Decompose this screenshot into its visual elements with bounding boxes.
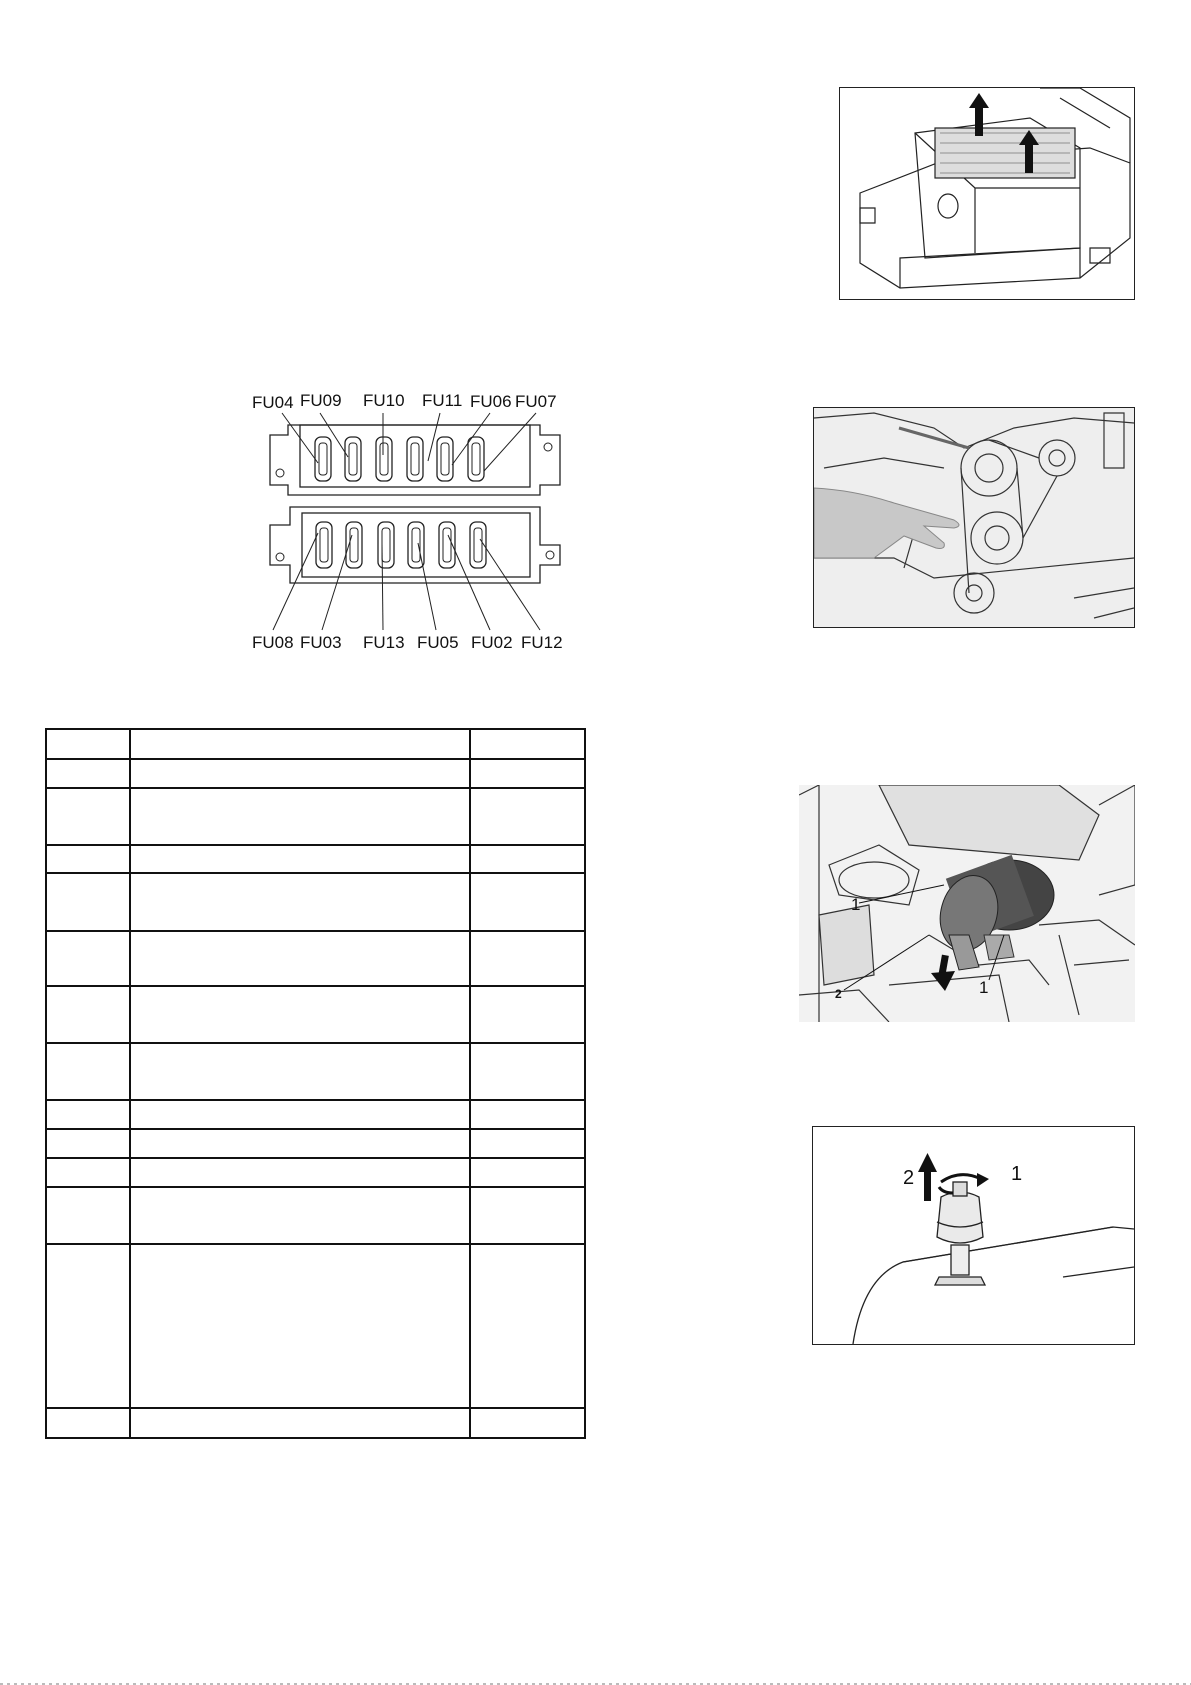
callout-2: 2	[903, 1167, 915, 1189]
table-cell	[470, 986, 585, 1043]
table-cell	[130, 986, 470, 1043]
fuse-label-top-1: FU04	[252, 393, 294, 412]
table-cell	[470, 1187, 585, 1244]
table-row	[46, 1158, 585, 1187]
fuse-label-bottom-1: FU08	[252, 633, 294, 652]
table-cell	[46, 1043, 130, 1100]
table-row	[46, 1408, 585, 1438]
panel-filters-illustration	[840, 88, 1134, 299]
fuse-slot-top-5	[437, 437, 453, 481]
callout-1a: 1	[851, 895, 861, 914]
figure-air-filter	[799, 785, 1135, 1022]
table-cell	[470, 1244, 585, 1408]
table-row	[46, 729, 585, 759]
fuse-label-top-6: FU07	[515, 392, 557, 411]
table-row	[46, 873, 585, 931]
table-cell	[470, 788, 585, 845]
table-cell	[46, 1187, 130, 1244]
fuse-slot-bottom-3	[378, 522, 394, 568]
table-cell	[46, 788, 130, 845]
table-cell	[46, 873, 130, 931]
table-cell	[130, 1408, 470, 1438]
callout-1b: 1	[979, 978, 989, 997]
table-row	[46, 1100, 585, 1129]
fuse-slot-top-4	[407, 437, 423, 481]
up-arrow-icon	[918, 1153, 937, 1201]
cap-removal-illustration	[813, 1127, 1134, 1344]
fuse-label-bottom-6: FU12	[521, 633, 563, 652]
table-cell	[130, 1100, 470, 1129]
fuse-slot-top-3	[376, 437, 392, 481]
table-cell	[130, 1158, 470, 1187]
table-cell	[130, 845, 470, 873]
table-cell	[46, 1408, 130, 1438]
table-row	[46, 1244, 585, 1408]
fuse-label-top-5: FU06	[470, 392, 512, 411]
table-cell	[46, 1100, 130, 1129]
table-cell	[130, 729, 470, 759]
table-cell	[470, 759, 585, 788]
table-row	[46, 1129, 585, 1158]
table-cell	[130, 1244, 470, 1408]
table-row	[46, 1187, 585, 1244]
fuse-slot-top-6	[468, 437, 484, 481]
bottom-fuse-bracket	[270, 507, 560, 583]
table-row	[46, 788, 585, 845]
table-cell	[46, 986, 130, 1043]
belt-tension-illustration	[814, 408, 1134, 627]
fuse-slot-bottom-1	[316, 522, 332, 568]
table-cell	[470, 1408, 585, 1438]
fuse-label-bottom-4: FU05	[417, 633, 459, 652]
table-row	[46, 759, 585, 788]
fuse-label-bottom-2: FU03	[300, 633, 342, 652]
table-cell	[470, 845, 585, 873]
table-cell	[46, 1244, 130, 1408]
figure-panel-filters	[839, 87, 1135, 300]
fuse-table	[45, 728, 586, 1439]
table-row	[46, 986, 585, 1043]
figure-cap-removal	[812, 1126, 1135, 1345]
table-cell	[130, 788, 470, 845]
table-row	[46, 845, 585, 873]
table-row	[46, 931, 585, 986]
table-cell	[470, 1043, 585, 1100]
table-cell	[130, 1187, 470, 1244]
table-cell	[130, 759, 470, 788]
fuse-box-svg	[240, 385, 570, 655]
table-cell	[130, 1129, 470, 1158]
table-cell	[470, 931, 585, 986]
fuse-box-diagram	[240, 385, 570, 655]
table-cell	[46, 759, 130, 788]
top-fuse-bracket	[270, 425, 560, 495]
table-cell	[46, 1129, 130, 1158]
table-cell	[46, 931, 130, 986]
figure-belt-tension	[813, 407, 1135, 628]
table-cell	[130, 931, 470, 986]
table-cell	[46, 845, 130, 873]
table-cell	[470, 873, 585, 931]
callout-1: 1	[1011, 1163, 1023, 1185]
fuse-label-top-2: FU09	[300, 391, 342, 410]
table-cell	[470, 729, 585, 759]
fuse-slot-top-2	[345, 437, 361, 481]
fuse-label-bottom-5: FU02	[471, 633, 513, 652]
table-cell	[130, 1043, 470, 1100]
table-cell	[130, 873, 470, 931]
table-cell	[470, 1100, 585, 1129]
table-cell	[470, 1129, 585, 1158]
table-cell	[46, 1158, 130, 1187]
table-cell	[46, 729, 130, 759]
air-filter-illustration	[799, 785, 1135, 1022]
fuse-label-top-4: FU11	[422, 391, 463, 410]
fuse-label-top-3: FU10	[363, 391, 405, 410]
fuse-slot-top-1	[315, 437, 331, 481]
table-cell	[470, 1158, 585, 1187]
callout-2: 2	[835, 987, 842, 1001]
table-row	[46, 1043, 585, 1100]
fuse-label-bottom-3: FU13	[363, 633, 405, 652]
